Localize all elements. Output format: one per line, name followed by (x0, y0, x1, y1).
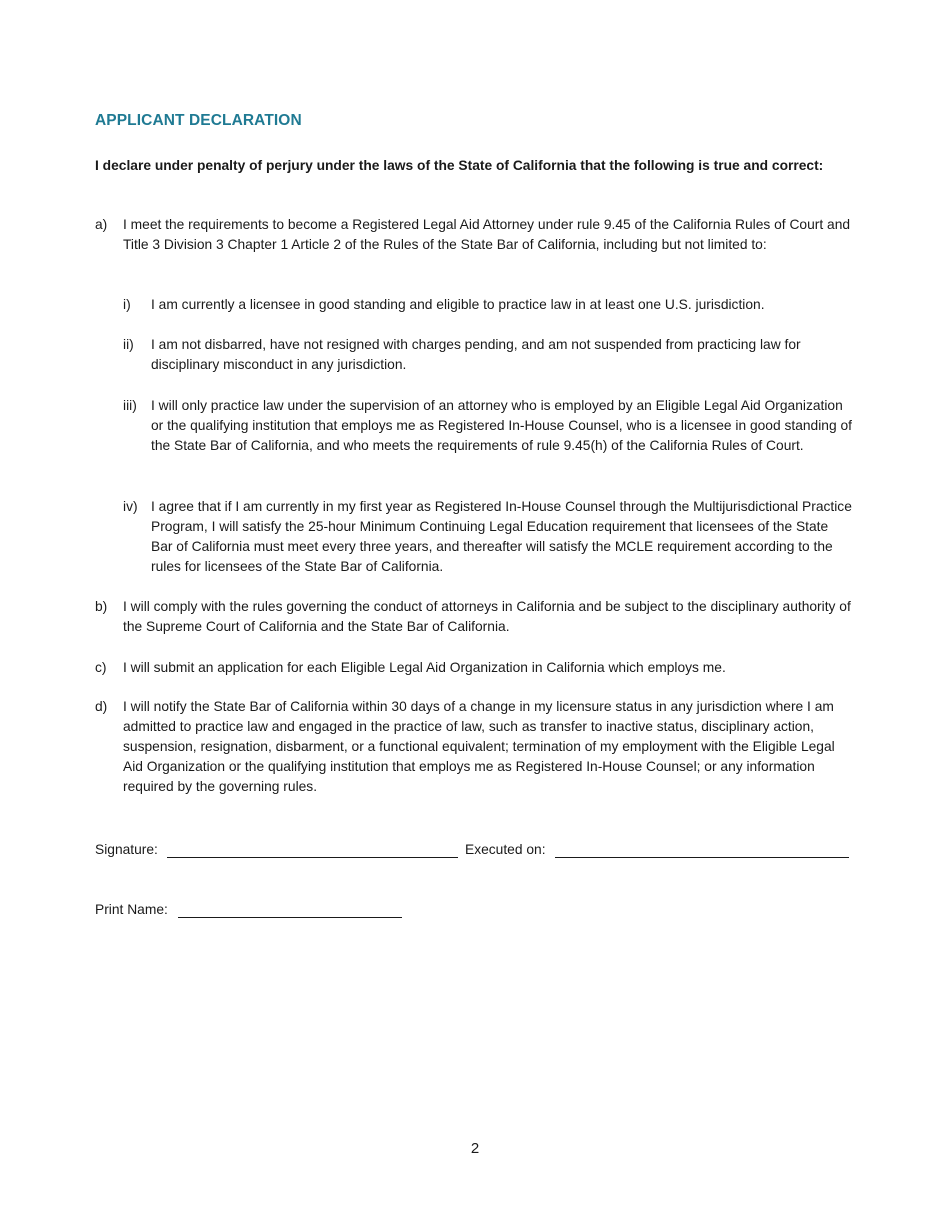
item-text: I will notify the State Bar of California within 30 days of a change in my licensure status in any jurisdiction where I am admitted to practice law and engaged in the practice of law, such as transfer to inactive status, disciplinary action, suspension, resignation, disbarment, or a functional equivalent; termination of my employment with the Eligible Legal Aid Organization or the qualifying institution that employs me as Registered In-House Counsel; or any information required by the governing rules. (123, 699, 835, 794)
subitem-marker: iii) (123, 398, 137, 413)
subitem-text: I am not disbarred, have not resigned with charges pending, and am not suspended from practicing law for disciplinary misconduct in any jurisdiction. (151, 337, 801, 372)
item-marker: b) (95, 599, 108, 614)
subitem-marker: ii) (123, 337, 134, 352)
item-text: I will comply with the rules governing the conduct of attorneys in California and be subject to the disciplinary authority of the Supreme Court of California and the State Bar of California. (123, 599, 851, 634)
subitem-text: I will only practice law under the supervision of an attorney who is employed by an Eligible Legal Aid Organization or the qualifying institution that employs me as Registered In-House Counsel, who is a licensee in good standing of the State Bar of California, and who meets the requirements of rule 9.45(h) of the California Rules of Court. (151, 398, 852, 453)
signature-label: Signature: (95, 842, 158, 857)
item-text: I will submit an application for each Eligible Legal Aid Organization in California which employs me. (123, 660, 726, 675)
print-name-label: Print Name: (95, 902, 168, 917)
subitem-marker: i) (123, 297, 131, 312)
page-number: 2 (470, 1140, 480, 1157)
print-name-field[interactable] (178, 917, 402, 918)
declaration-intro: I declare under penalty of perjury under the laws of the State of California that the following is true and correct: (95, 158, 824, 173)
item-marker: d) (95, 699, 108, 714)
subitem-text: I am currently a licensee in good standing and eligible to practice law in at least one U.S. jurisdiction. (151, 297, 765, 312)
subitem-text: I agree that if I am currently in my first year as Registered In-House Counsel through the Multijurisdictional Practice Program, I will satisfy the 25-hour Minimum Continuing Legal Education requirement that licensees of the State Bar of California must meet every three years, and thereafter will satisfy the MCLE requirement according to the rules for licensees of the State Bar of California. (151, 499, 852, 574)
subitem-marker: iv) (123, 499, 138, 514)
executed-on-label: Executed on: (465, 842, 546, 857)
section-heading: APPLICANT DECLARATION (95, 112, 302, 129)
signature-field[interactable] (167, 857, 458, 858)
executed-on-field[interactable] (555, 857, 849, 858)
item-text: I meet the requirements to become a Registered Legal Aid Attorney under rule 9.45 of the California Rules of Court and Title 3 Division 3 Chapter 1 Article 2 of the Rules of the State Bar of California, including but not limited to: (123, 217, 851, 252)
item-marker: c) (95, 660, 107, 675)
item-marker: a) (95, 217, 108, 232)
